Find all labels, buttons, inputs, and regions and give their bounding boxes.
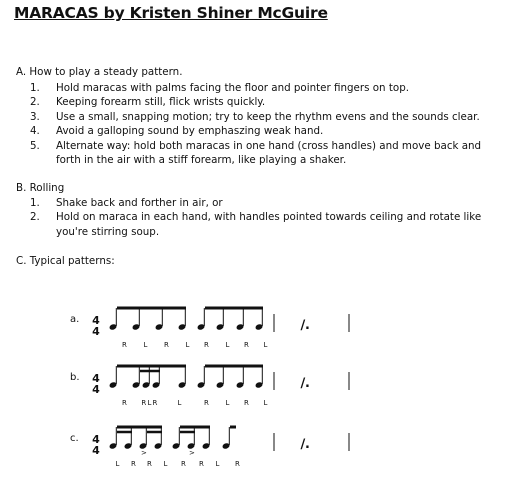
- sticking-label: R: [146, 460, 154, 468]
- sticking-label: L: [185, 341, 191, 349]
- time-signature-top: 4: [92, 314, 100, 327]
- sticking-label: L: [215, 460, 221, 468]
- pattern-label: b.: [70, 372, 80, 383]
- section-c-heading: C. Typical patterns:: [16, 255, 115, 267]
- sticking-label: R: [203, 341, 211, 349]
- accent-mark: >: [141, 449, 147, 457]
- pattern-b: [70, 366, 349, 407]
- time-signature-top: 4: [92, 372, 100, 385]
- sticking-label: R: [130, 460, 138, 468]
- sticking-label: R: [243, 341, 251, 349]
- sticking-label: L: [263, 341, 269, 349]
- time-signature-bottom: 4: [92, 444, 100, 457]
- pattern-label: a.: [70, 314, 80, 325]
- repeat-sign: ∕․: [300, 376, 310, 391]
- pattern-label: c.: [70, 433, 79, 444]
- repeat-sign: ∕․: [300, 318, 310, 333]
- pattern-c: [70, 427, 349, 468]
- sticking-label: L: [115, 460, 121, 468]
- time-signature-bottom: 4: [92, 325, 100, 338]
- sticking-label: L: [163, 460, 169, 468]
- list-item: 5. Alternate way: hold both maracas in one hand (cross handles) and move back and forth in the air with a stiff forearm, like playing a shaker.: [30, 139, 482, 167]
- accent-mark: >: [189, 449, 195, 457]
- sticking-label: R: [163, 341, 171, 349]
- time-signature-bottom: 4: [92, 383, 100, 396]
- pattern-a: [70, 308, 349, 349]
- page-title: MARACAS by Kristen Shiner McGuire: [14, 4, 328, 22]
- list-item: 3. Use a small, snapping motion; try to keep the rhythm evens and the sounds clear.: [30, 110, 480, 123]
- section-b-heading: B. Rolling: [16, 182, 65, 194]
- sticking-label: R: [180, 460, 188, 468]
- sticking-label: L: [225, 341, 231, 349]
- list-item: 4. Avoid a galloping sound by emphaszing weak hand.: [30, 125, 324, 138]
- sticking-label: R: [121, 399, 129, 407]
- repeat-sign: ∕․: [300, 437, 310, 452]
- sticking-label: R: [243, 399, 251, 407]
- list-item: 1. Hold maracas with palms facing the floor and pointer fingers on top.: [30, 82, 410, 94]
- list-item: 2. Keeping forearm still, flick wrists quickly.: [30, 96, 266, 109]
- sticking-label: R: [203, 399, 211, 407]
- sticking-label: L: [263, 399, 269, 407]
- list-item: 1. Shake back and forther in air, or: [30, 197, 223, 209]
- list-item: 2. Hold on maraca in each hand, with handles pointed towards ceiling and rotate like you're stirring soup.: [30, 211, 482, 238]
- sticking-label: RLR: [141, 399, 159, 407]
- section-a-heading: A. How to play a steady pattern.: [16, 66, 183, 78]
- sticking-label: R: [121, 341, 129, 349]
- sticking-label: L: [143, 341, 149, 349]
- sticking-label: R: [198, 460, 206, 468]
- sticking-label: L: [177, 399, 183, 407]
- sticking-label: L: [225, 399, 231, 407]
- sticking-label: R: [234, 460, 242, 468]
- time-signature-top: 4: [92, 433, 100, 446]
